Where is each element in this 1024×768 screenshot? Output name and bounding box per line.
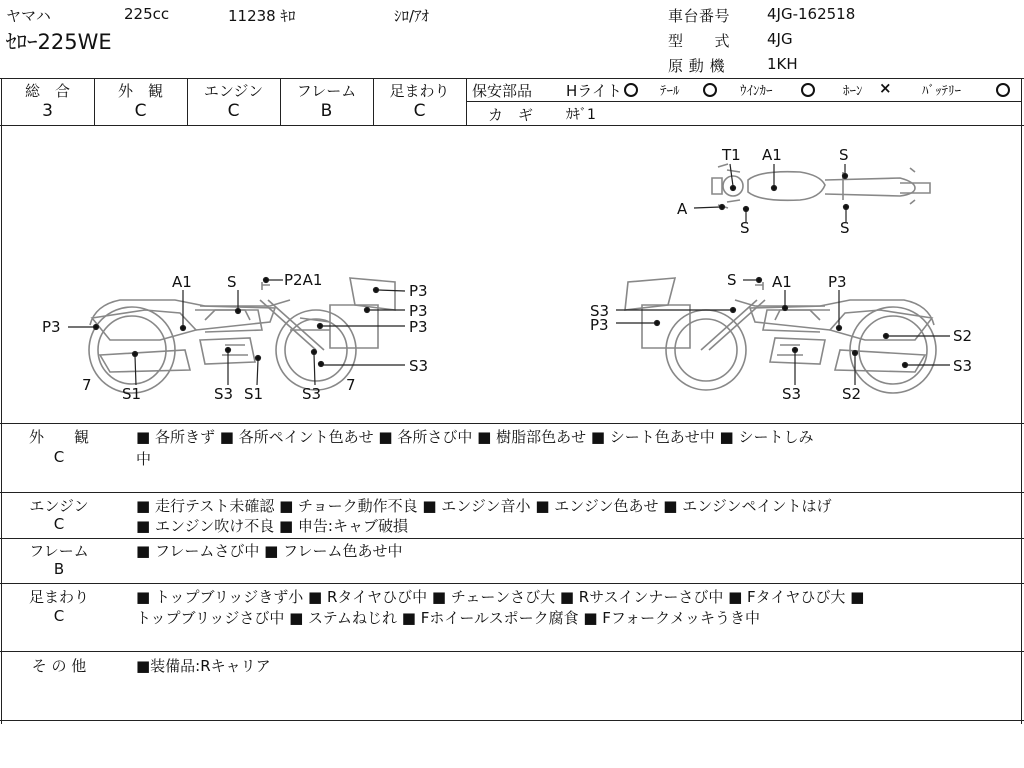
remark-text-exterior: 中 xyxy=(136,450,152,468)
key-label: カ ギ xyxy=(488,106,534,124)
diagram-label: S2 xyxy=(842,385,862,403)
grade-engine-value: C xyxy=(227,101,240,121)
diagram-label: A xyxy=(677,200,688,218)
diagram-label: S xyxy=(840,219,850,237)
frame-no: 4JG-162518 xyxy=(767,5,856,23)
diagram-label: S3 xyxy=(782,385,802,403)
motorcycle-top-view xyxy=(712,164,930,208)
grade-engine-label: エンジン xyxy=(203,82,264,100)
remark-grade-exterior: C xyxy=(53,448,65,466)
diagram-label: S xyxy=(740,219,750,237)
mileage: 11238 ｷﾛ xyxy=(228,7,296,25)
diagram-label: A1 xyxy=(772,273,792,291)
remark-text-engine: ■ エンジン吹け不良 ■ 申告:キャブ破損 xyxy=(136,517,408,535)
diagram-label: S3 xyxy=(302,385,322,403)
tail-ok-icon xyxy=(703,83,717,97)
engine-type-label: 原 動 機 xyxy=(668,57,726,75)
color: ｼﾛ/ｱｵ xyxy=(394,7,430,25)
diagram-label: 7 xyxy=(346,376,356,394)
horn-ng-icon: × xyxy=(879,79,892,97)
displacement: 225cc xyxy=(124,5,170,23)
diagram-label: P3 xyxy=(42,318,61,336)
diagram-label: S3 xyxy=(214,385,234,403)
headlight-ok-icon xyxy=(624,83,638,97)
diagram-label: S xyxy=(227,273,237,291)
diagram-label: P2A1 xyxy=(284,271,323,289)
damage-diagram xyxy=(0,126,1024,424)
tail-label: ﾃｰﾙ xyxy=(660,84,680,99)
divider xyxy=(0,78,1024,79)
grade-suspension-label: 足まわり xyxy=(389,82,450,100)
remark-grade-frame: B xyxy=(53,560,65,578)
key-value: ｶｷﾞ1 xyxy=(566,107,596,123)
remark-text-engine: ■ 走行テスト未確認 ■ チョーク動作不良 ■ エンジン音小 ■ エンジン色あせ ■ エンジンペイントはげ xyxy=(136,497,832,515)
model-name: ｾﾛｰ225WE xyxy=(6,30,112,54)
diagram-label: S3 xyxy=(409,357,429,375)
remark-text-exterior: ■ 各所きず ■ 各所ペイント色あせ ■ 各所さび中 ■ 樹脂部色あせ ■ シート色あせ中 ■ シートしみ xyxy=(136,428,814,446)
divider xyxy=(0,538,1024,539)
diagram-label: A1 xyxy=(762,146,782,164)
horn-label: ﾎｰﾝ xyxy=(843,84,863,99)
diagram-label: S3 xyxy=(590,302,610,320)
divider xyxy=(0,651,1024,652)
remark-text-suspension: ■ トップブリッジきず小 ■ Rタイヤひび中 ■ チェーンさび大 ■ Rサスインナーさび中 ■ Fタイヤひび大 ■ xyxy=(136,588,865,606)
remark-head-frame: フレーム xyxy=(29,542,89,560)
diagram-label: P3 xyxy=(590,316,609,334)
remark-head-exterior: 外 観 xyxy=(28,428,89,446)
diagram-label: S xyxy=(727,271,737,289)
engine-type-value: 1KH xyxy=(767,55,798,73)
grade-frame-label: フレーム xyxy=(296,82,357,100)
divider xyxy=(0,423,1024,424)
remark-text-frame: ■ フレームさび中 ■ フレーム色あせ中 xyxy=(136,542,403,560)
maker: ヤマハ xyxy=(6,7,51,25)
grade-frame-value: B xyxy=(320,101,333,121)
diagram-label: S2 xyxy=(953,327,973,345)
grade-exterior-label: 外 観 xyxy=(117,82,163,100)
diagram-label: P3 xyxy=(409,282,428,300)
diagram-label: P3 xyxy=(409,302,428,320)
divider xyxy=(0,492,1024,493)
diagram-label: S1 xyxy=(244,385,264,403)
remark-grade-suspension: C xyxy=(53,607,65,625)
grade-exterior-value: C xyxy=(134,101,147,121)
diagram-label: T1 xyxy=(722,146,741,164)
grade-overall-value: 3 xyxy=(42,101,53,121)
diagram-label: A1 xyxy=(172,273,192,291)
grade-overall-label: 総 合 xyxy=(24,82,70,100)
diagram-label: S xyxy=(839,146,849,164)
winker-label: ｳｲﾝｶｰ xyxy=(740,84,773,99)
battery-label: ﾊﾞｯﾃﾘｰ xyxy=(922,84,961,99)
battery-ok-icon xyxy=(996,83,1010,97)
diagram-label: S3 xyxy=(953,357,973,375)
remark-text-other: ■装備品:Rキャリア xyxy=(136,657,271,675)
safety-label: 保安部品 xyxy=(472,82,533,100)
remark-text-suspension: トップブリッジさび中 ■ ステムねじれ ■ Fホイールスポーク腐食 ■ Fフォークメッキうき中 xyxy=(136,609,761,627)
remark-grade-engine: C xyxy=(53,515,65,533)
frame-no-label: 車台番号 xyxy=(668,7,731,25)
divider xyxy=(0,720,1024,721)
grade-suspension-value: C xyxy=(413,101,426,121)
diagram-label: P3 xyxy=(828,273,847,291)
headlight-label: Hライト xyxy=(566,82,622,100)
remark-head-engine: エンジン xyxy=(29,497,89,515)
diagram-label: S1 xyxy=(122,385,142,403)
winker-ok-icon xyxy=(801,83,815,97)
remark-head-other: そ の 他 xyxy=(31,657,87,675)
diagram-label: 7 xyxy=(82,376,92,394)
divider xyxy=(466,101,1022,102)
diagram-label: P3 xyxy=(409,318,428,336)
type-value: 4JG xyxy=(767,30,793,48)
remark-head-suspension: 足まわり xyxy=(28,588,89,606)
divider xyxy=(0,583,1024,584)
type-label: 型 式 xyxy=(668,32,731,50)
